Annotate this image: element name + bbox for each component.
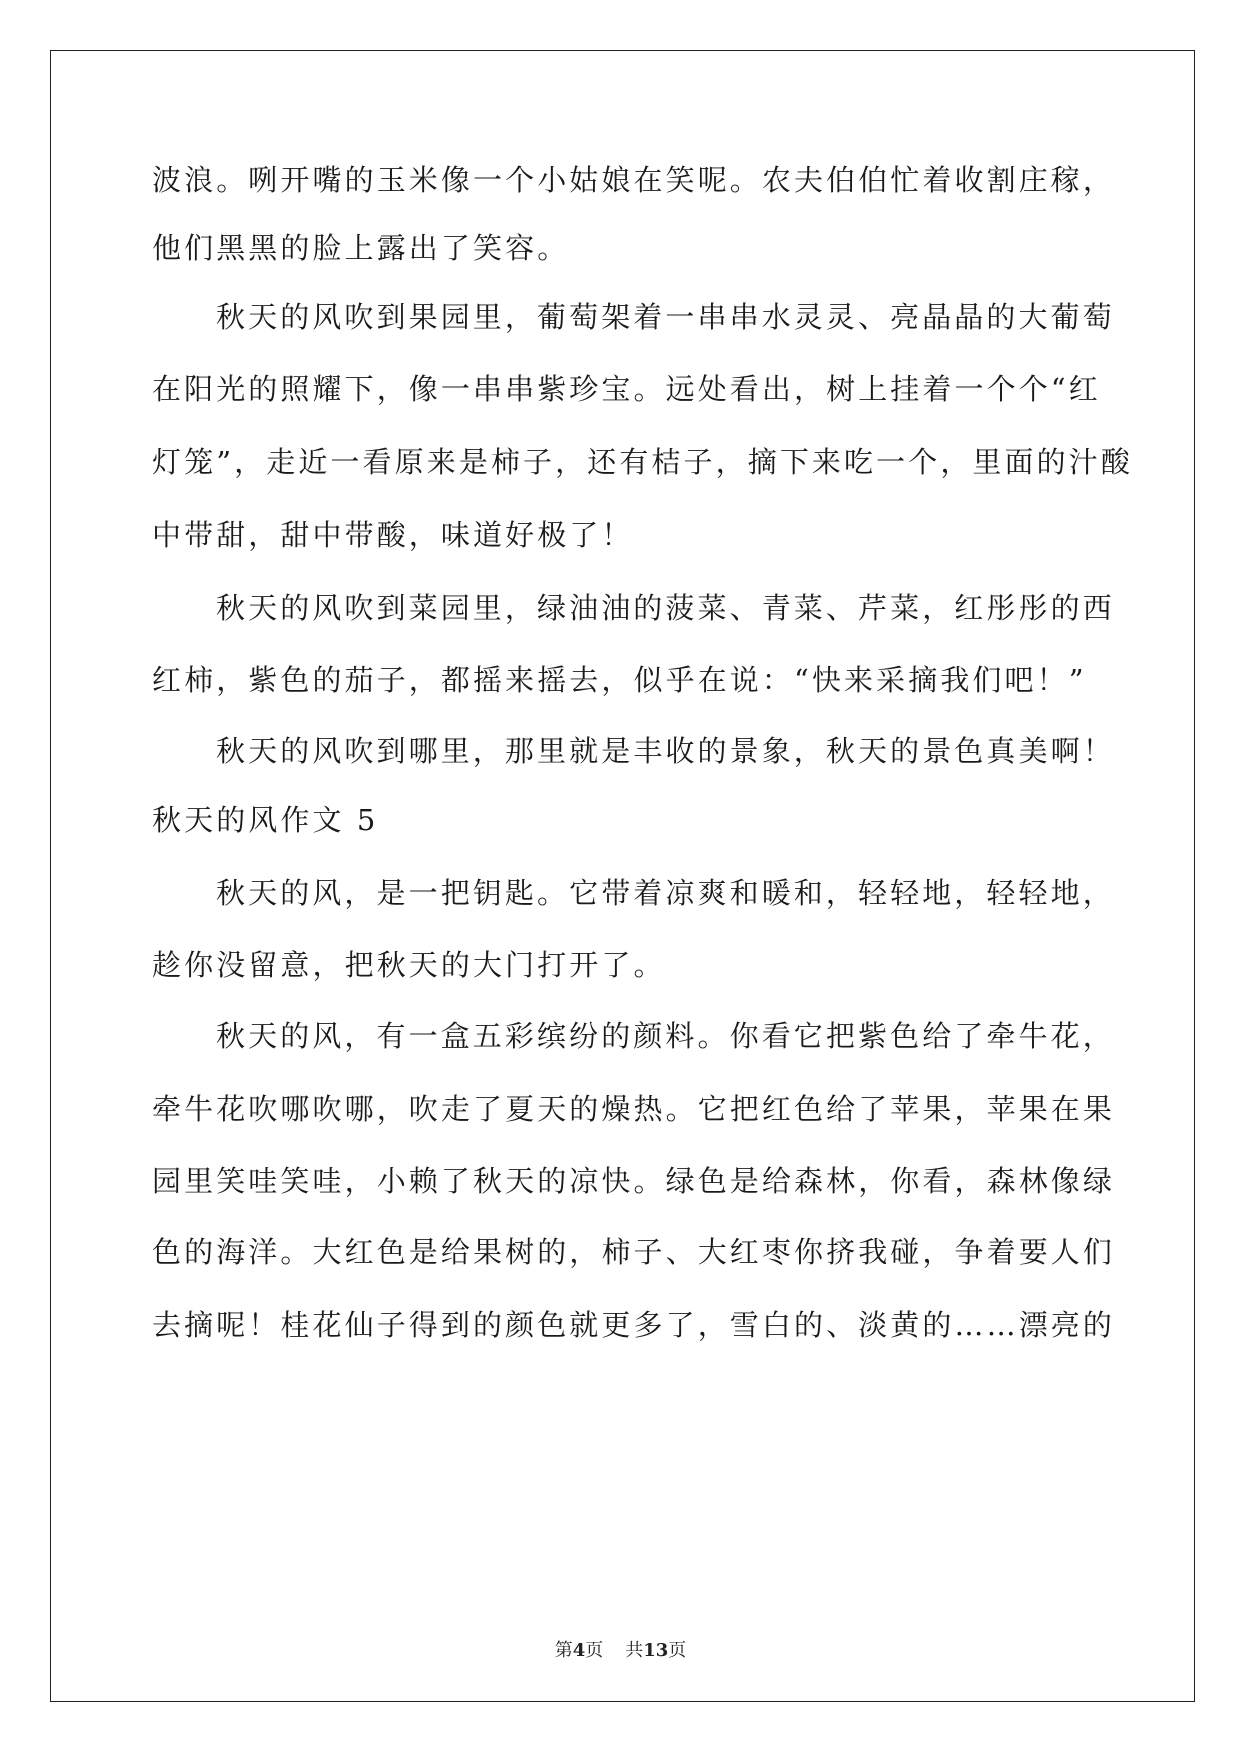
text-line: 中带甜，甜中带酸，味道好极了！ — [152, 518, 634, 552]
text-line: 在阳光的照耀下，像一串串紫珍宝。远处看出，树上挂着一个个“红 — [152, 372, 1101, 406]
page-number: 4 — [572, 1640, 586, 1661]
paragraph-start: 秋天的风吹到哪里，那里就是丰收的景象，秋天的景色真美啊！ — [216, 734, 1115, 768]
paragraph-start: 秋天的风吹到菜园里，绿油油的菠菜、青菜、芹菜，红彤彤的西 — [216, 591, 1115, 625]
total-prefix: 共 — [625, 1640, 644, 1661]
total-pages: 13 — [643, 1640, 669, 1661]
paragraph-start: 秋天的风吹到果园里，葡萄架着一串串水灵灵、亮晶晶的大葡萄 — [216, 300, 1115, 334]
section-heading: 秋天的风作文 5 — [152, 803, 379, 837]
text-line: 园里笑哇笑哇，小赖了秋天的凉快。绿色是给森林，你看，森林像绿 — [152, 1164, 1116, 1198]
text-line: 去摘呢！桂花仙子得到的颜色就更多了，雪白的、淡黄的……漂亮的 — [152, 1308, 1116, 1342]
text-line: 波浪。咧开嘴的玉米像一个小姑娘在笑呢。农夫伯伯忙着收割庄稼， — [152, 163, 1116, 197]
text-line: 牵牛花吹哪吹哪，吹走了夏天的燥热。它把红色给了苹果，苹果在果 — [152, 1092, 1116, 1126]
text-line: 灯笼”，走近一看原来是柿子，还有桔子，摘下来吃一个，里面的汁酸 — [152, 445, 1133, 479]
text-line: 红柿，紫色的茄子，都摇来摇去，似乎在说：“快来采摘我们吧！” — [152, 663, 1087, 697]
page-footer — [0, 1636, 1241, 1662]
text-line: 他们黑黑的脸上露出了笑容。 — [152, 231, 570, 265]
page-suffix: 页 — [585, 1640, 604, 1661]
text-line: 色的海洋。大红色是给果树的，柿子、大红枣你挤我碰，争着要人们 — [152, 1235, 1116, 1269]
paragraph-start: 秋天的风，是一把钥匙。它带着凉爽和暖和，轻轻地，轻轻地， — [216, 876, 1115, 910]
text-line: 趁你没留意，把秋天的大门打开了。 — [152, 948, 666, 982]
total-suffix: 页 — [668, 1640, 687, 1661]
page-prefix: 第 — [554, 1640, 573, 1661]
paragraph-start: 秋天的风，有一盒五彩缤纷的颜料。你看它把紫色给了牵牛花， — [216, 1019, 1115, 1053]
